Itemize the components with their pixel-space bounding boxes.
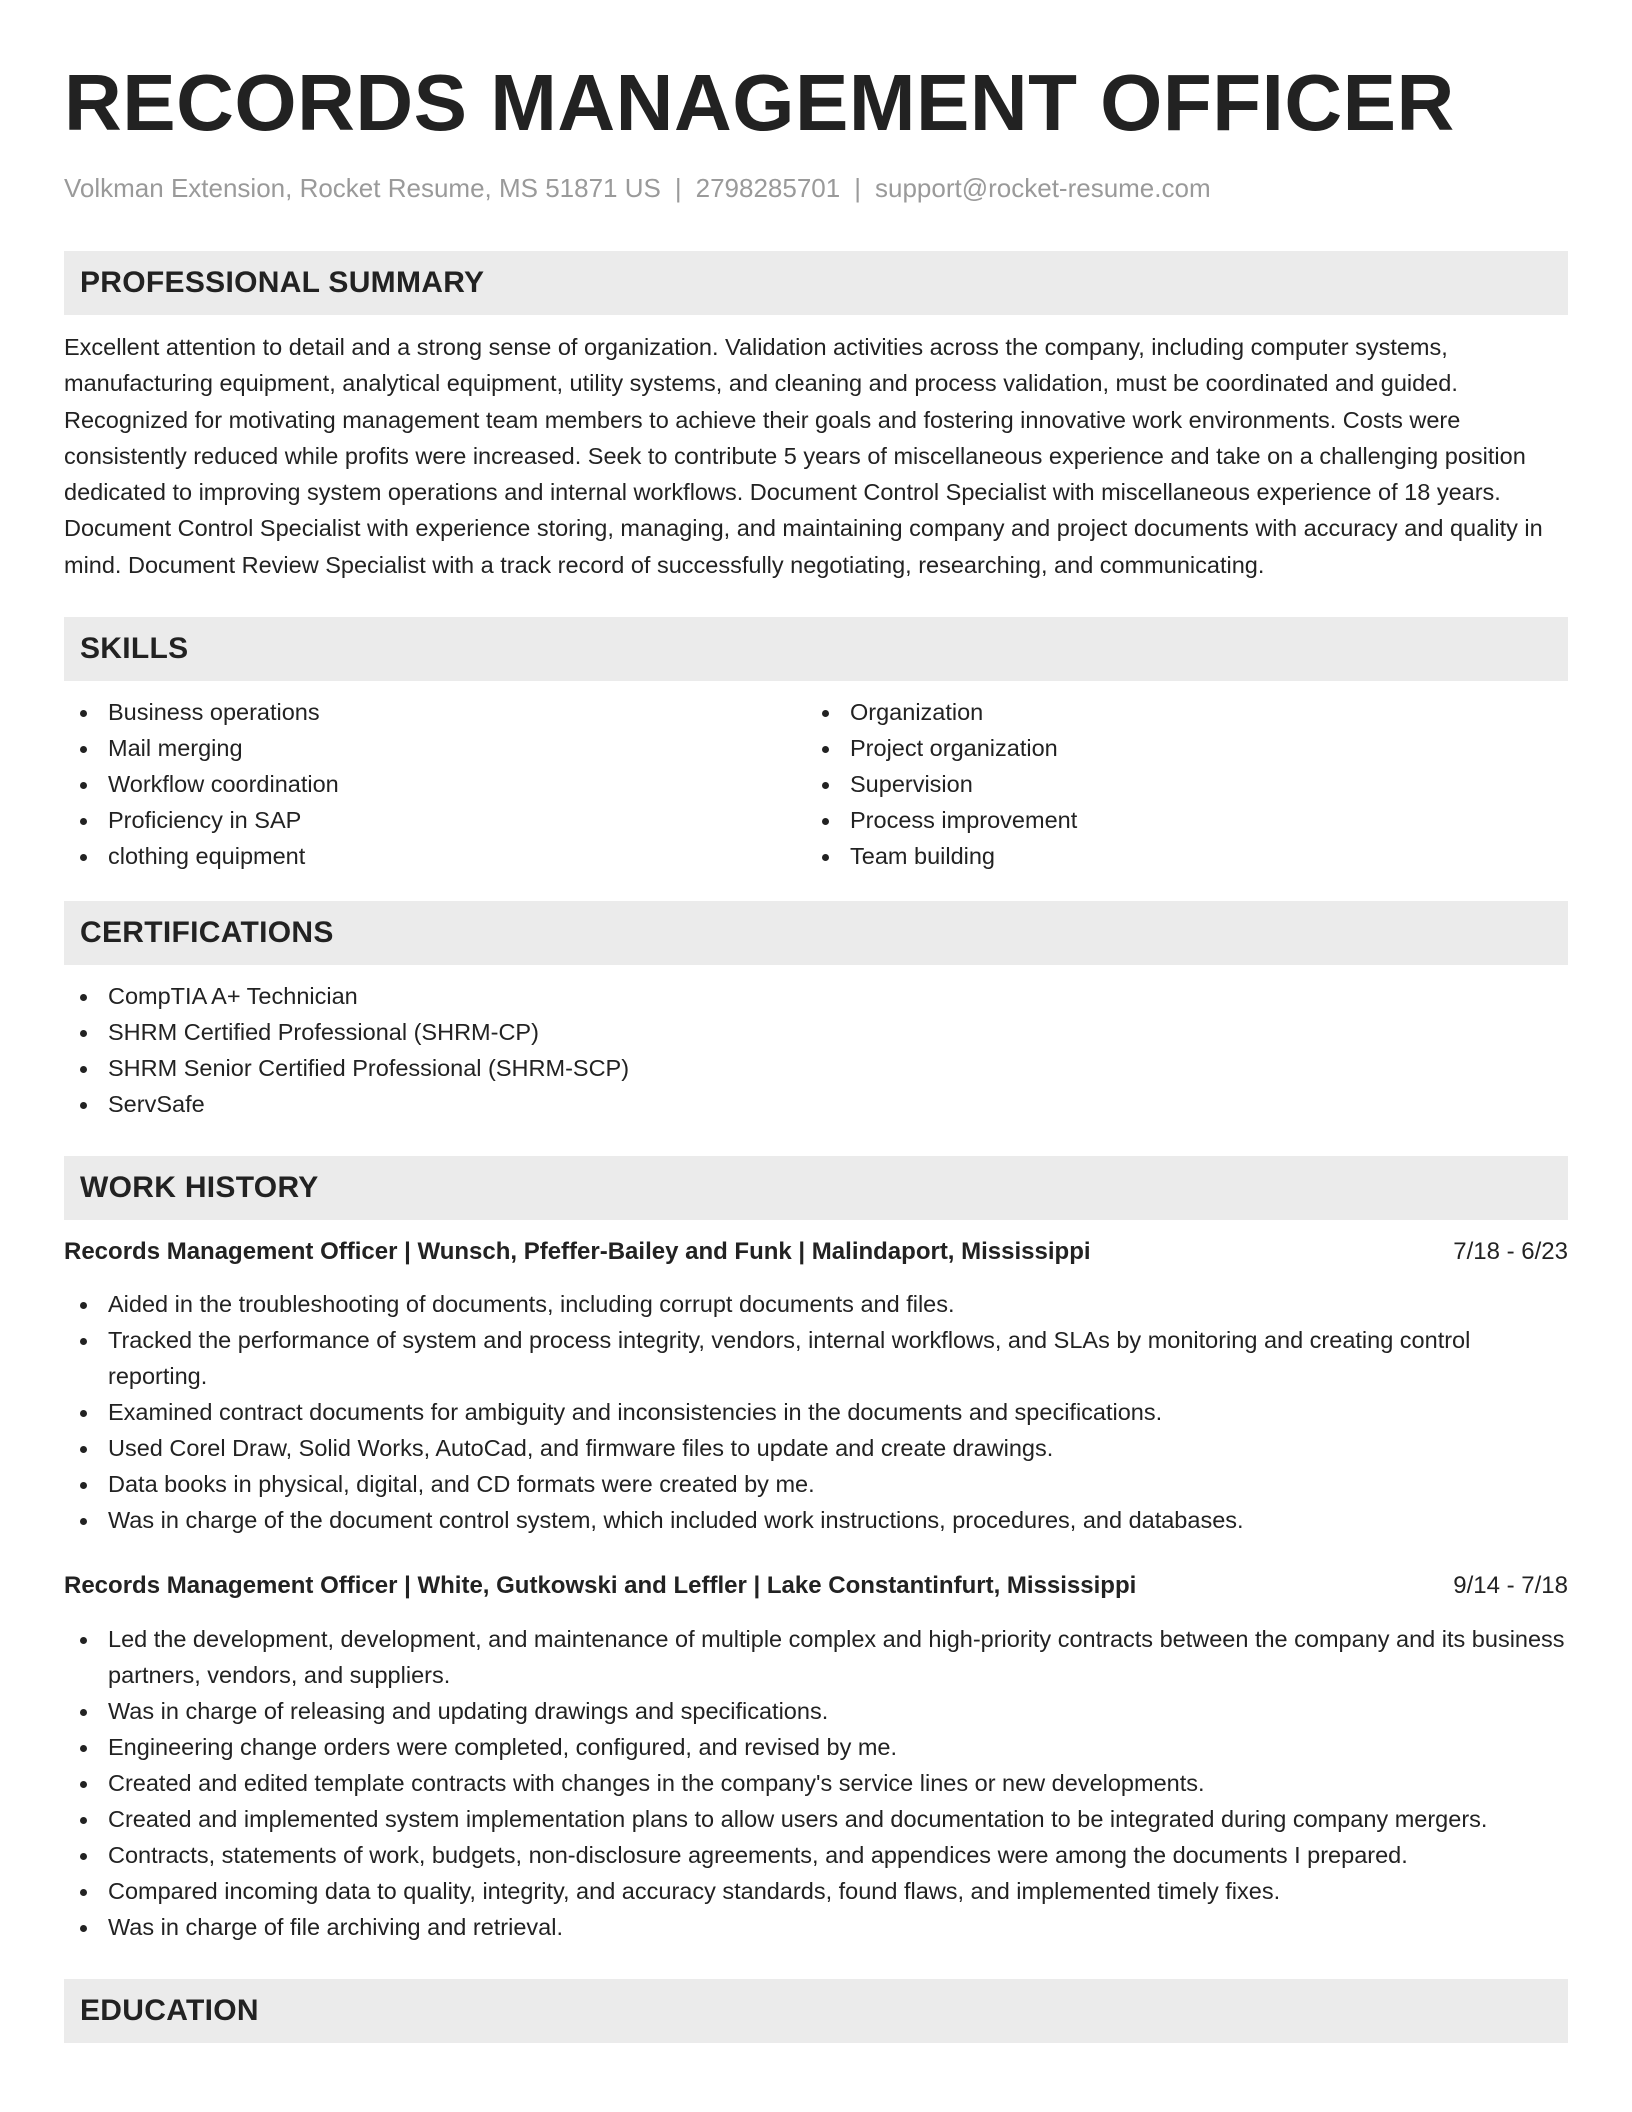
skills-column-right [806,694,1548,874]
certification-item: SHRM Certified Professional (SHRM-CP) [64,1014,1568,1050]
job-bullet: Aided in the troubleshooting of documents, including corrupt documents and files. [64,1286,1568,1322]
summary-heading: PROFESSIONAL SUMMARY [64,251,1568,315]
certifications-list [64,978,1568,1122]
skills-column-left [64,694,806,874]
job-entry [64,1234,1568,1538]
job-dates: 9/14 - 7/18 [1453,1572,1568,1600]
skill-item: Proficiency in SAP [64,802,806,838]
skill-item: clothing equipment [64,838,806,874]
job-bullet: Created and implemented system implementation plans to allow users and documentation to be integrated during company mergers. [64,1801,1568,1837]
summary-text: Excellent attention to detail and a strong sense of organization. Validation activities across the company, including computer systems, manufacturing equipment, analytical equipment, utility systems, and cleaning and process validation, must be coordinated and guided. Recognized for motivating management team members to achieve their goals and fostering innovative work environments. Costs were consistently reduced while profits were increased. Seek to contribute 5 years of miscellaneous experience and take on a challenging position dedicated to improving system operations and internal workflows. Document Control Specialist with miscellaneous experience of 18 years. Document Control Specialist with experience storing, managing, and maintaining company and project documents with accuracy and quality in mind. Document Review Specialist with a track record of successfully negotiating, researching, and communicating. [64,334,1543,578]
skills-heading: SKILLS [64,617,1568,681]
job-header [64,1234,1568,1270]
skill-item: Workflow coordination [64,766,806,802]
skill-item: Project organization [806,730,1548,766]
resume-name: RECORDS MANAGEMENT OFFICER [64,58,1455,147]
contact-address: Volkman Extension, Rocket Resume, MS 51871 US [64,173,661,203]
contact-line [64,172,1568,204]
contact-separator: | [854,173,861,203]
contact-email: support@rocket-resume.com [875,173,1211,203]
job-bullet: Was in charge of the document control system, which included work instructions, procedures, and databases. [64,1502,1568,1538]
job-bullets [64,1286,1568,1538]
job-title: Records Management Officer | White, Gutkowski and Leffler | Lake Constantinfurt, Mississippi [64,1572,1137,1600]
education-heading: EDUCATION [64,1979,1568,2043]
job-bullet: Tracked the performance of system and process integrity, vendors, internal workflows, and SLAs by monitoring and creating control reporting. [64,1322,1568,1394]
skill-item: Process improvement [806,802,1548,838]
job-header [64,1568,1568,1604]
resume-page [64,0,1568,2043]
job-bullet: Created and edited template contracts with changes in the company's service lines or new developments. [64,1765,1568,1801]
certification-item: ServSafe [64,1086,1568,1122]
job-bullet: Engineering change orders were completed, configured, and revised by me. [64,1729,1568,1765]
job-bullet: Was in charge of file archiving and retrieval. [64,1909,1568,1945]
job-title: Records Management Officer | Wunsch, Pfeffer-Bailey and Funk | Malindaport, Mississippi [64,1238,1091,1266]
job-bullet: Led the development, development, and maintenance of multiple complex and high-priority contracts between the company and its business partners, vendors, and suppliers. [64,1621,1568,1693]
job-bullet: Was in charge of releasing and updating drawings and specifications. [64,1693,1568,1729]
skill-item: Mail merging [64,730,806,766]
job-dates: 7/18 - 6/23 [1453,1238,1568,1266]
job-bullet: Used Corel Draw, Solid Works, AutoCad, and firmware files to update and create drawings. [64,1430,1568,1466]
job-bullets [64,1621,1568,1945]
certifications-heading: CERTIFICATIONS [64,901,1568,965]
job-entry [64,1568,1568,1945]
certification-item: CompTIA A+ Technician [64,978,1568,1014]
job-bullet: Examined contract documents for ambiguity and inconsistencies in the documents and specifications. [64,1394,1568,1430]
skills-list [64,694,1568,874]
work-history-heading: WORK HISTORY [64,1156,1568,1220]
skill-item: Organization [806,694,1548,730]
job-bullet: Data books in physical, digital, and CD formats were created by me. [64,1466,1568,1502]
job-bullet: Compared incoming data to quality, integrity, and accuracy standards, found flaws, and implemented timely fixes. [64,1873,1568,1909]
skill-item: Supervision [806,766,1548,802]
contact-separator: | [674,173,682,203]
skill-item: Business operations [64,694,806,730]
certification-item: SHRM Senior Certified Professional (SHRM-SCP) [64,1050,1568,1086]
skill-item: Team building [806,838,1548,874]
job-bullet: Contracts, statements of work, budgets, non-disclosure agreements, and appendices were among the documents I prepared. [64,1837,1568,1873]
contact-phone: 2798285701 [695,173,841,203]
